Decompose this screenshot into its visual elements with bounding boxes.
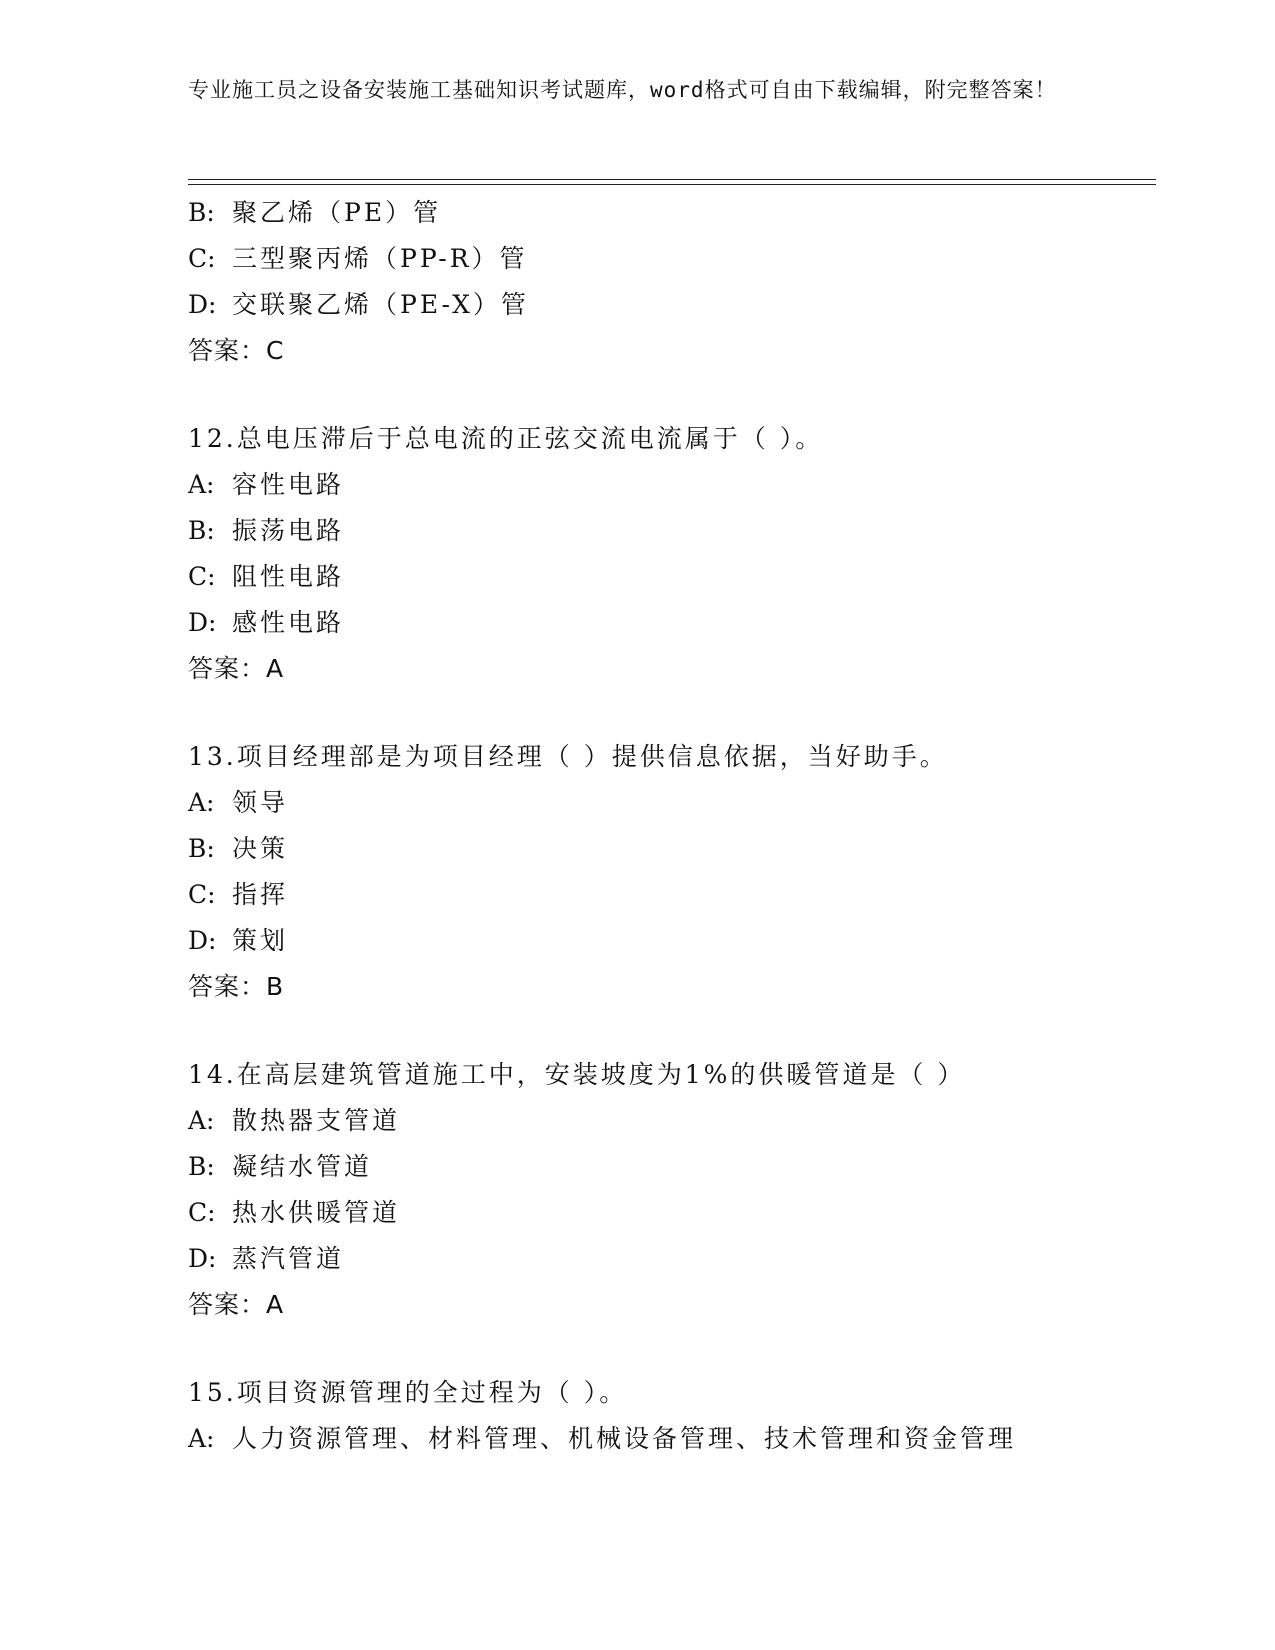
option-b: B: 决策 [188,834,289,863]
header-divider-top [188,179,1156,180]
question-list [188,190,1148,1504]
option-d: D: 蒸汽管道 [188,1244,345,1273]
document-header: 专业施工员之设备安装施工基础知识考试题库，word格式可自由下载编辑，附完整答案！ [188,78,1057,102]
option-a: A: 人力资源管理、材料管理、机械设备管理、技术管理和资金管理 [188,1424,1017,1453]
question-block [188,1370,1148,1462]
question-text: 13.项目经理部是为项目经理（ ）提供信息依据，当好助手。 [188,742,948,771]
option-d: D: 交联聚乙烯（PE-X）管 [188,290,529,319]
answer-line: 答案：A [188,654,285,683]
question-text: 12.总电压滞后于总电流的正弦交流电流属于（ ）。 [188,424,824,453]
option-a: A: 容性电路 [188,470,345,499]
header-divider-bottom [188,184,1156,185]
option-d: D: 策划 [188,926,289,955]
option-b: B: 振荡电路 [188,516,345,545]
option-c: C: 指挥 [188,880,289,909]
option-a: A: 领导 [188,788,289,817]
question-block [188,190,1148,374]
question-block [188,1052,1148,1328]
question-block [188,416,1148,692]
option-c: C: 热水供暖管道 [188,1198,401,1227]
answer-line: 答案：C [188,336,285,365]
option-d: D: 感性电路 [188,608,345,637]
option-c: C: 阻性电路 [188,562,345,591]
answer-line: 答案：B [188,972,285,1001]
option-a: A: 散热器支管道 [188,1106,401,1135]
option-b: B: 聚乙烯（PE）管 [188,198,442,227]
option-c: C: 三型聚丙烯（PP-R）管 [188,244,528,273]
question-text: 15.项目资源管理的全过程为（ ）。 [188,1378,628,1407]
question-block [188,734,1148,1010]
answer-line: 答案：A [188,1290,285,1319]
question-text: 14.在高层建筑管道施工中，安装坡度为1%的供暖管道是（ ） [188,1060,966,1089]
option-b: B: 凝结水管道 [188,1152,373,1181]
